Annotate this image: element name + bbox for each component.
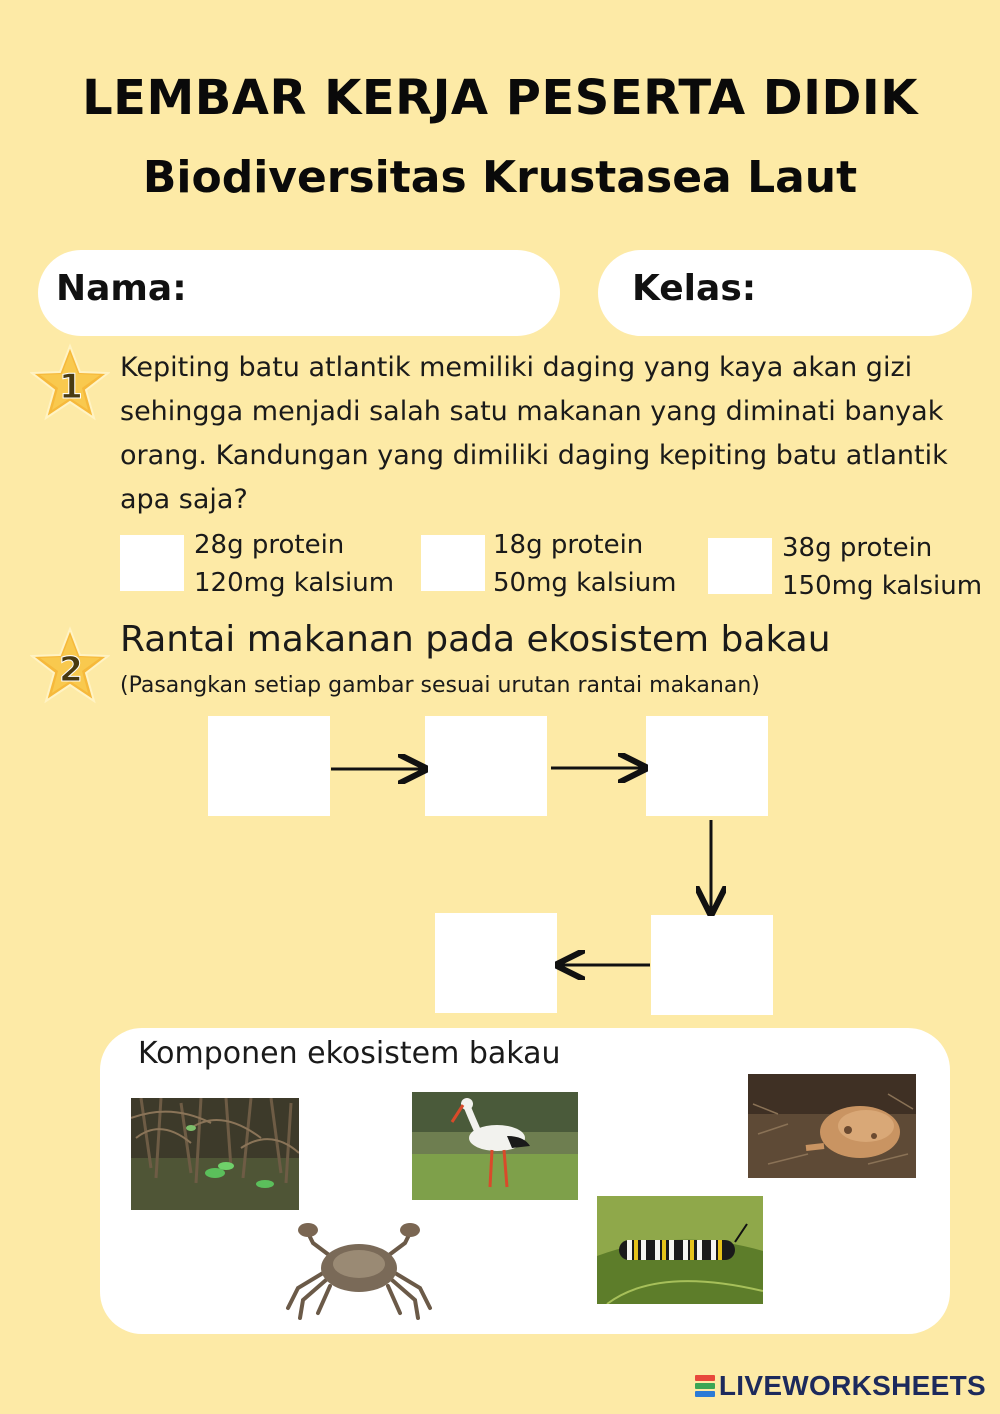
components-panel	[100, 1028, 950, 1334]
question2-number: 2	[59, 650, 83, 690]
components-title: Komponen ekosistem bakau	[138, 1036, 561, 1071]
chain-drop-box-1[interactable]	[208, 716, 330, 816]
answer-option-1	[194, 526, 394, 602]
star-number-icon	[30, 626, 110, 706]
option-protein: 18g protein	[493, 530, 644, 560]
question2-title: Rantai makanan pada ekosistem bakau	[120, 619, 831, 660]
worksheet-subtitle: Biodiversitas Krustasea Laut	[142, 152, 858, 203]
name-label: Nama:	[56, 268, 187, 309]
chain-drop-box-4[interactable]	[651, 915, 773, 1015]
question2-instruction: (Pasangkan setiap gambar sesuai urutan rantai makanan)	[120, 673, 760, 698]
liveworksheets-logo-icon	[695, 1374, 715, 1398]
question1-text: Kepiting batu atlantik memiliki daging yang kaya akan gizi sehingga menjadi salah satu makanan yang diminati banyak orang. Kandungan yang dimiliki daging kepiting batu atlantik apa saja?	[120, 352, 948, 515]
option-calcium: 150mg kalsium	[782, 571, 983, 601]
chain-drop-box-5[interactable]	[435, 913, 557, 1013]
class-field[interactable]	[598, 250, 972, 336]
option-protein: 28g protein	[194, 530, 345, 560]
logo-text: LIVEWORKSHEETS	[718, 1370, 986, 1401]
chain-drop-box-3[interactable]	[646, 716, 768, 816]
liveworksheets-logo	[695, 1370, 986, 1402]
option-calcium: 50mg kalsium	[493, 568, 677, 598]
answer-option-3	[782, 529, 982, 605]
caterpillar-image[interactable]	[597, 1196, 763, 1304]
worksheet-title: LEMBAR KERJA PESERTA DIDIK	[82, 70, 918, 126]
stork-image[interactable]	[412, 1092, 578, 1200]
option-protein: 38g protein	[782, 533, 933, 563]
answer-checkbox-2[interactable]	[421, 535, 485, 591]
star-number-icon	[30, 343, 110, 423]
mangrove-image[interactable]	[131, 1098, 299, 1210]
question1-number: 1	[59, 367, 83, 407]
answer-checkbox-1[interactable]	[120, 535, 184, 591]
chain-drop-box-2[interactable]	[425, 716, 547, 816]
crab-image[interactable]	[278, 1218, 440, 1320]
mushroom-image[interactable]	[748, 1074, 916, 1178]
name-field[interactable]	[38, 250, 560, 336]
answer-option-2	[493, 526, 677, 602]
answer-checkbox-3[interactable]	[708, 538, 772, 594]
class-label: Kelas:	[632, 268, 757, 309]
option-calcium: 120mg kalsium	[194, 568, 395, 598]
